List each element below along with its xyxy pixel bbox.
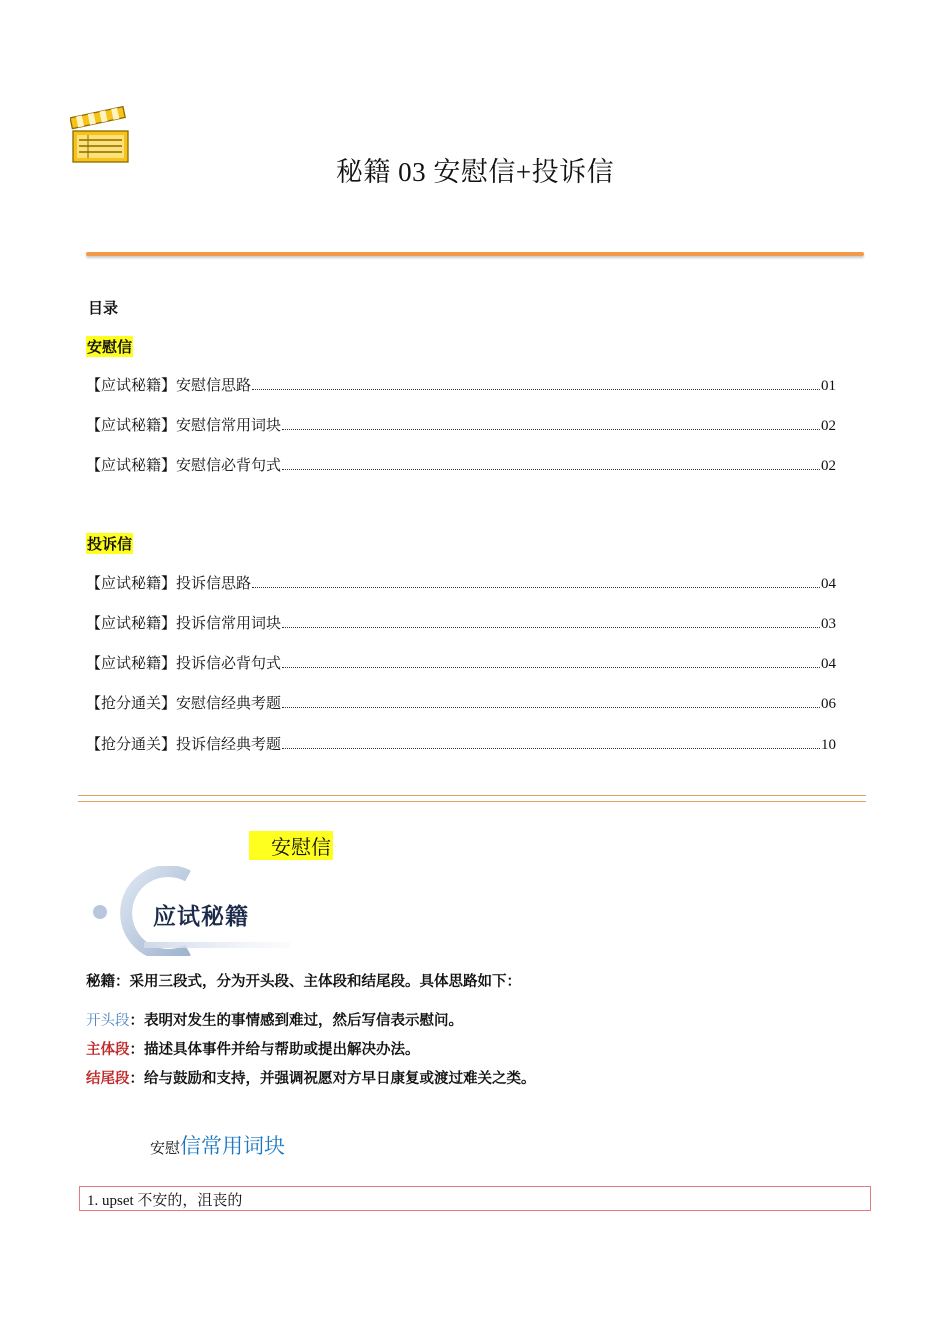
vocab-entry: 1. upset 不安的，沮丧的 xyxy=(87,1193,243,1209)
toc-leader xyxy=(282,748,820,749)
toc-entry-page: 04 xyxy=(821,656,836,672)
toc-leader xyxy=(282,667,820,668)
toc-section-label: 安慰信 xyxy=(87,338,133,356)
toc-entry-text: 【应试秘籍】安慰信必背句式 xyxy=(86,458,282,474)
toc-entry-text: 【应试秘籍】投诉信必背句式 xyxy=(86,656,282,672)
vocab-subheading xyxy=(150,1130,285,1160)
part-text: 描述具体事件并给与帮助或提出解决办法。 xyxy=(144,1042,420,1058)
part-separator: ： xyxy=(129,1042,144,1058)
part-text: 表明对发生的事情感到难过，然后写信表示慰问。 xyxy=(144,1013,463,1029)
toc-section-label: 投诉信 xyxy=(87,535,133,553)
subheading-small: 安慰 xyxy=(150,1141,181,1157)
toc-entry[interactable] xyxy=(86,692,836,713)
part-opening xyxy=(86,1009,463,1030)
toc-entry-text: 【抢分通关】投诉信经典考题 xyxy=(86,737,282,753)
toc-entry[interactable] xyxy=(86,652,836,673)
toc-entry[interactable] xyxy=(86,733,836,754)
toc-entry-page: 02 xyxy=(821,418,836,434)
toc-entry[interactable] xyxy=(86,374,836,395)
toc-entry-text: 【应试秘籍】安慰信常用词块 xyxy=(86,418,282,434)
toc-leader xyxy=(252,587,820,588)
toc-entry-page: 10 xyxy=(821,737,836,753)
toc-leader xyxy=(282,429,820,430)
toc-title: 目录 xyxy=(88,299,119,317)
part-label: 开头段 xyxy=(86,1013,130,1029)
section-heading: 安慰信 xyxy=(249,831,333,860)
part-body xyxy=(86,1038,420,1059)
toc-leader xyxy=(282,627,820,628)
toc-entry-page: 01 xyxy=(821,378,836,394)
part-closing xyxy=(86,1067,536,1088)
toc-leader xyxy=(282,469,820,470)
part-label: 结尾段 xyxy=(86,1071,130,1087)
part-separator: ： xyxy=(129,1013,144,1029)
intro-paragraph: 秘籍：采用三段式，分为开头段、主体段和结尾段。具体思路如下： xyxy=(86,974,521,990)
toc-entry-text: 【应试秘籍】安慰信思路 xyxy=(86,378,252,394)
toc-entry-page: 02 xyxy=(821,458,836,474)
toc-entry[interactable] xyxy=(86,454,836,475)
page-title: 秘籍 03 安慰信+投诉信 xyxy=(335,157,615,187)
section-divider xyxy=(78,795,866,796)
toc-entry-page: 04 xyxy=(821,576,836,592)
toc-entry[interactable] xyxy=(86,414,836,435)
toc-leader xyxy=(252,389,820,390)
toc-entry[interactable] xyxy=(86,612,836,633)
title-divider xyxy=(86,252,864,256)
part-text: 给与鼓励和支持，并强调祝愿对方早日康复或渡过难关之类。 xyxy=(144,1071,536,1087)
toc-entry-page: 06 xyxy=(821,696,836,712)
toc-entry-text: 【应试秘籍】投诉信常用词块 xyxy=(86,616,282,632)
part-label: 主体段 xyxy=(86,1042,130,1058)
part-separator: ： xyxy=(129,1071,144,1087)
vocab-table-row xyxy=(79,1186,871,1211)
section-divider xyxy=(78,801,866,802)
toc-entry-text: 【应试秘籍】投诉信思路 xyxy=(86,576,252,592)
subheading-big: 信常用词块 xyxy=(180,1134,286,1158)
toc-entry[interactable] xyxy=(86,572,836,593)
toc-entry-page: 03 xyxy=(821,616,836,632)
toc-entry-text: 【抢分通关】安慰信经典考题 xyxy=(86,696,282,712)
exam-tips-badge: 应试秘籍 xyxy=(153,904,249,930)
toc-leader xyxy=(282,707,820,708)
